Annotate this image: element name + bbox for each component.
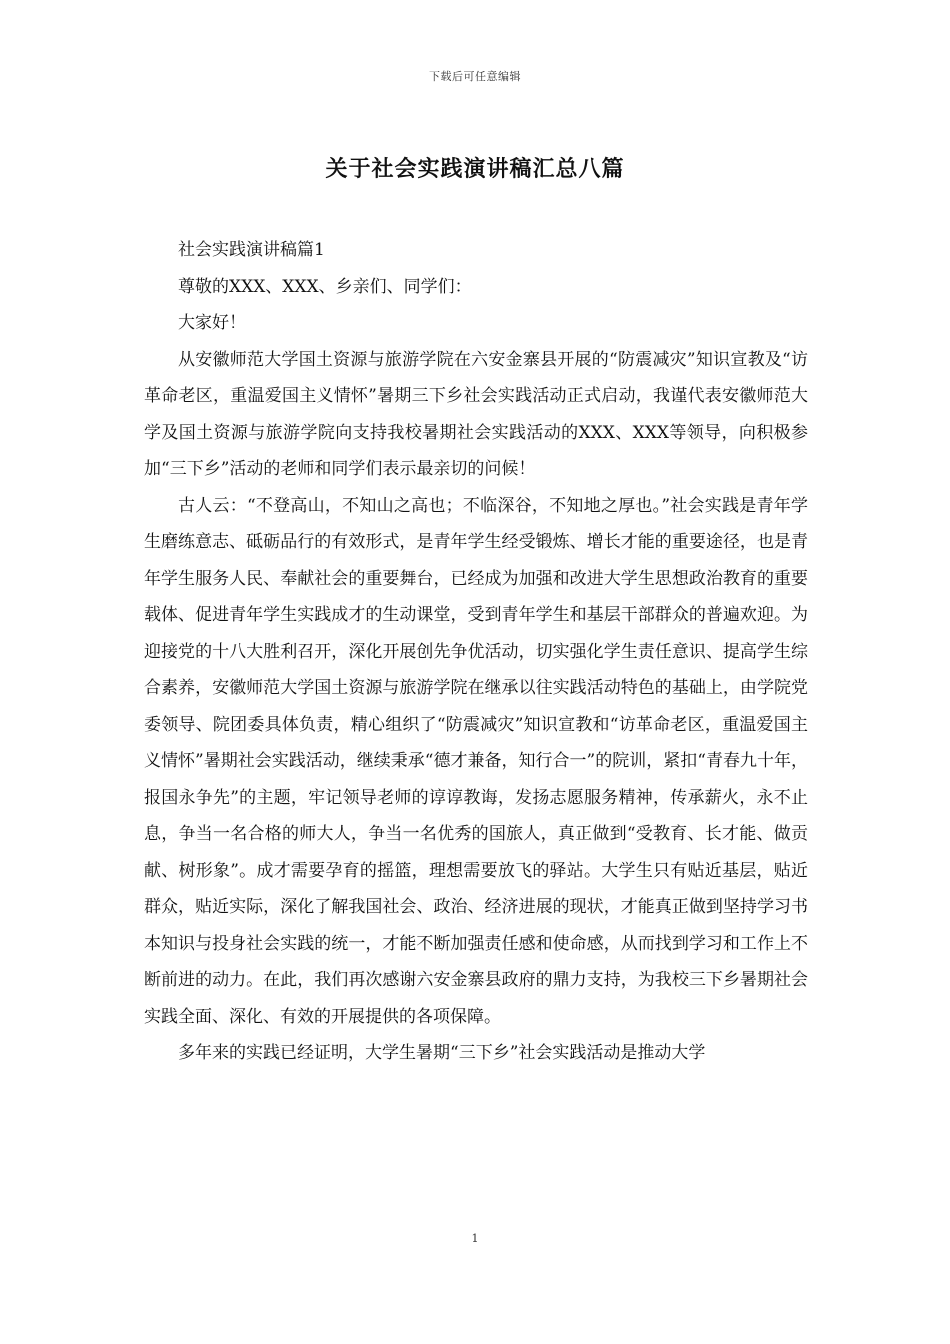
paragraph-continuation: 多年来的实践已经证明，大学生暑期“三下乡”社会实践活动是推动大学 bbox=[178, 1043, 706, 1063]
paragraph-salutation: 尊敬的XXX、XXX、乡亲们、同学们： bbox=[178, 276, 472, 297]
paragraph-main: 古人云：“不登高山，不知山之高也；不临深谷，不知地之厚也。”社会实践是青年学生磨练意志、砥砺品行的有效形式，是青年学生经受锻炼、增长才能的重要途径，也是青年学生服务人民、奉献社会的重要舞台，已经成为加强和改进大学生思想政治教育的重要载体、促进青年学生实践成才的生动课堂，受到青年学生和基层干部群众的普遍欢迎。为迎接党的十八大胜利召开，深化开展创先争优活动，切实强化学生责任意识、提高学生综合素养，安徽师范大学国土资源与旅游学院在继承以往实践活动特色的基础上，由学院党委领导、院团委具体负责，精心组织了“防震减灾”知识宣教和“访革命老区，重温爱国主义情怀”暑期社会实践活动，继续秉承“德才兼备，知行合一”的院训，紧扣“青春九十年，报国永争先”的主题，牢记领导老师的谆谆教诲，发扬志愿服务精神，传承薪火，永不止息，争当一名合格的师大人，争当一名优秀的国旅人，真正做到“受教育、长才能、做贡献、树形象”。成才需要孕育的摇篮，理想需要放飞的驿站。大学生只有贴近基层，贴近群众，贴近实际，深化了解我国社会、政治、经济进展的现状，才能真正做到坚持学习书本知识与投身社会实践的统一，才能不断加强责任感和使命感，从而找到学习和工作上不断前进的动力。在此，我们再次感谢六安金寨县政府的鼎力支持，为我校三下乡暑期社会实践全面、深化、有效的开展提供的各项保障。 bbox=[144, 495, 808, 1027]
paragraph-section-heading: 社会实践演讲稿篇1 bbox=[178, 240, 325, 260]
document-body bbox=[144, 232, 808, 1072]
document-title: 关于社会实践演讲稿汇总八篇 bbox=[325, 156, 625, 182]
page-number: 1 bbox=[471, 1232, 479, 1245]
paragraph-greeting: 大家好！ bbox=[178, 313, 246, 333]
paragraph-opening: 从安徽师范大学国土资源与旅游学院在六安金寨县开展的“防震减灾”知识宣教及“访革命老区，重温爱国主义情怀”暑期三下乡社会实践活动正式启动，我谨代表安徽师范大学及国土资源与旅游学院向支持我校暑期社会实践活动的XXX、XXX等领导，向积极参加“三下乡”活动的老师和同学们表示最亲切的问候！ bbox=[144, 349, 808, 479]
header-note: 下载后可任意编辑 bbox=[429, 70, 521, 83]
